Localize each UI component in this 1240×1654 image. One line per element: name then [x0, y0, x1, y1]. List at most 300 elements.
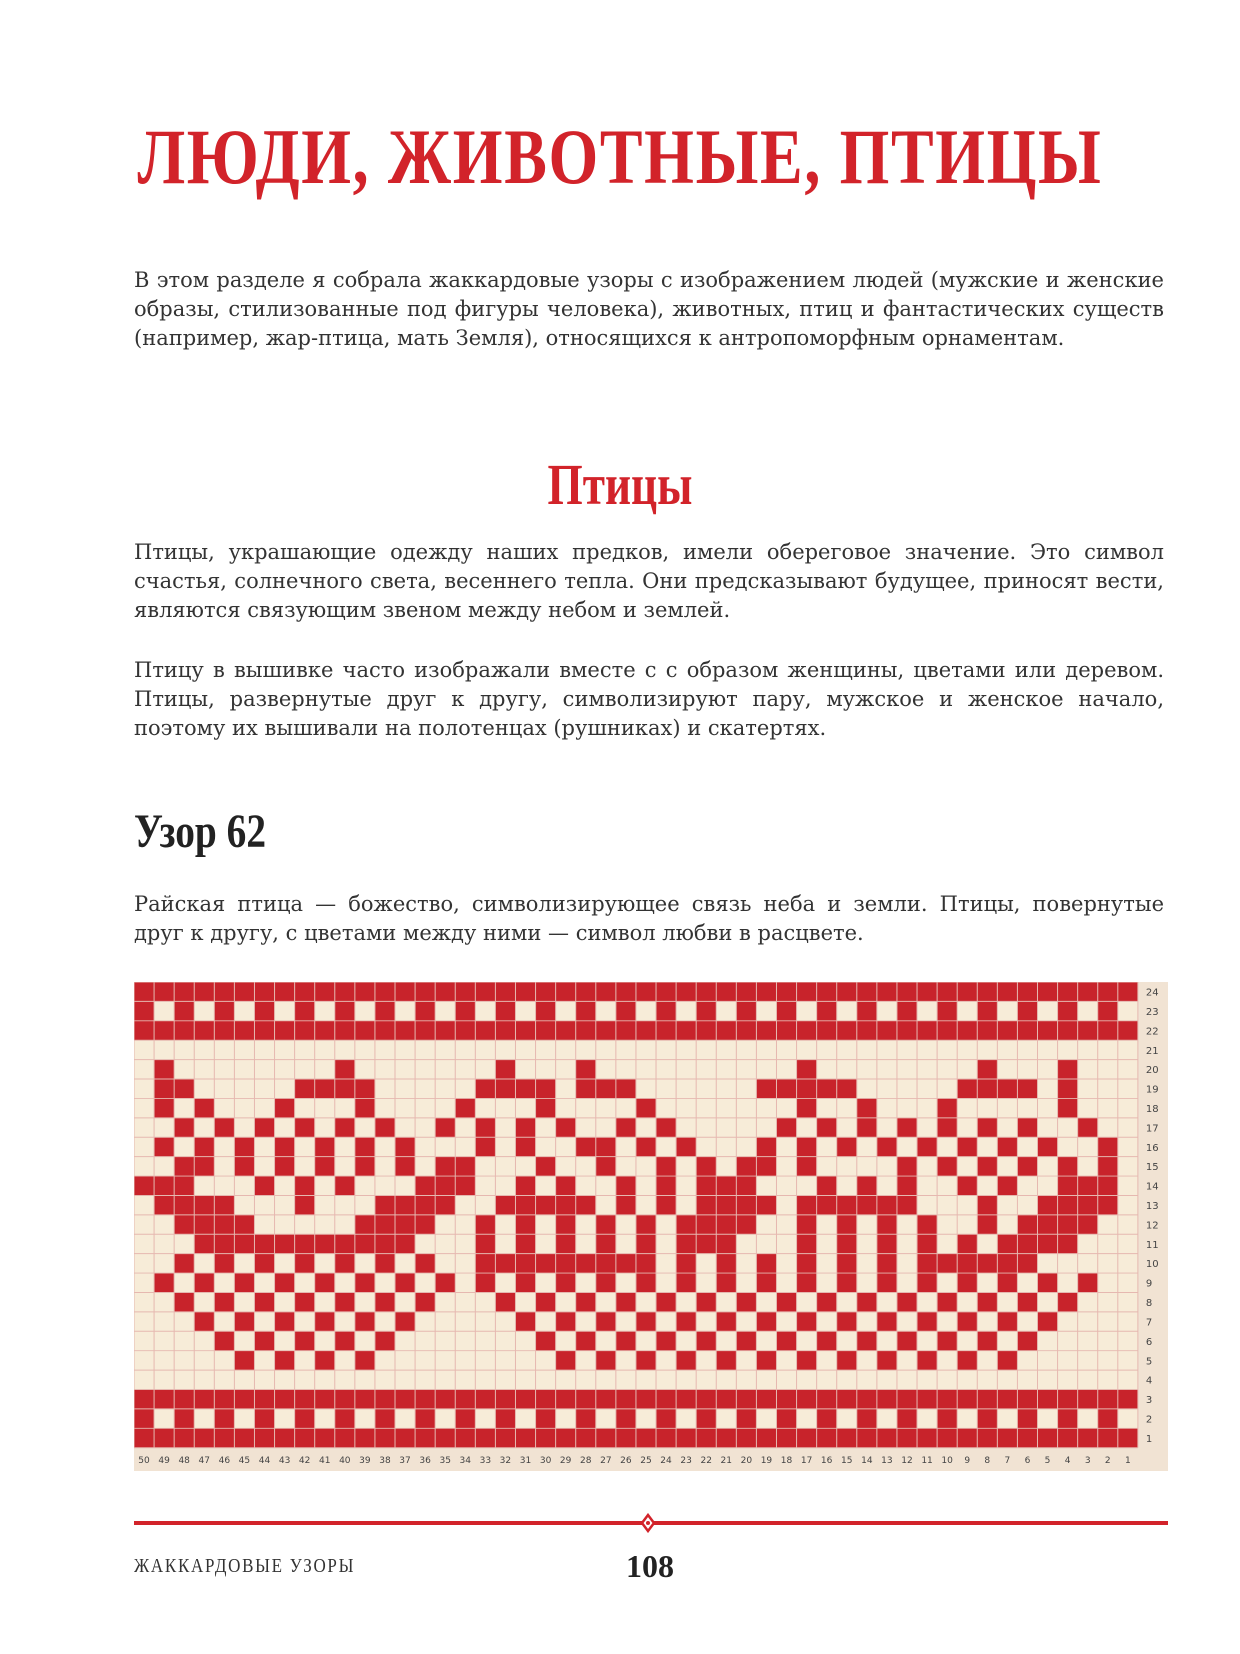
filled-stitch: [154, 1176, 174, 1195]
filled-stitch: [817, 1428, 837, 1447]
filled-stitch: [515, 1234, 535, 1253]
filled-stitch: [837, 1312, 857, 1331]
filled-stitch: [636, 1234, 656, 1253]
filled-stitch: [295, 1234, 315, 1253]
filled-stitch: [977, 1292, 997, 1311]
filled-stitch: [756, 1273, 776, 1292]
filled-stitch: [214, 1409, 234, 1428]
filled-stitch: [194, 1312, 214, 1331]
filled-stitch: [756, 1390, 776, 1409]
filled-stitch: [415, 1021, 435, 1040]
filled-stitch: [897, 1195, 917, 1214]
row-label: 12: [1145, 1220, 1159, 1232]
filled-stitch: [1058, 1428, 1078, 1447]
filled-stitch: [495, 1060, 515, 1079]
filled-stitch: [174, 1254, 194, 1273]
filled-stitch: [295, 1079, 315, 1098]
filled-stitch: [797, 1079, 817, 1098]
section-paragraph-2: Птицу в вышивке часто изображали вместе с с образом женщины, цветами или деревом. Птицы, развернутые друг к другу, символизируют пару, мужское и женское начало, поэтому их вышивали на полотенцах (рушниках) и скатертях.: [134, 658, 1164, 740]
filled-stitch: [736, 1195, 756, 1214]
filled-stitch: [596, 1273, 616, 1292]
column-label: 17: [800, 1456, 813, 1467]
filled-stitch: [515, 1273, 535, 1292]
filled-stitch: [917, 1428, 937, 1447]
filled-stitch: [154, 1079, 174, 1098]
filled-stitch: [857, 1428, 877, 1447]
filled-stitch: [877, 1021, 897, 1040]
filled-stitch: [174, 1428, 194, 1447]
filled-stitch: [214, 1215, 234, 1234]
filled-stitch: [295, 1118, 315, 1137]
filled-stitch: [877, 1137, 897, 1156]
filled-stitch: [415, 1176, 435, 1195]
filled-stitch: [997, 1254, 1017, 1273]
filled-stitch: [1058, 1176, 1078, 1195]
filled-stitch: [656, 1001, 676, 1020]
filled-stitch: [997, 1079, 1017, 1098]
filled-stitch: [636, 1021, 656, 1040]
filled-stitch: [1118, 1021, 1138, 1040]
filled-stitch: [696, 1409, 716, 1428]
column-label: 42: [298, 1456, 311, 1467]
filled-stitch: [756, 1079, 776, 1098]
filled-stitch: [736, 1001, 756, 1020]
filled-stitch: [937, 1331, 957, 1350]
filled-stitch: [937, 1118, 957, 1137]
filled-stitch: [1118, 982, 1138, 1001]
filled-stitch: [375, 1292, 395, 1311]
filled-stitch: [335, 1331, 355, 1350]
filled-stitch: [1017, 1079, 1037, 1098]
filled-stitch: [556, 1312, 576, 1331]
filled-stitch: [355, 1098, 375, 1117]
filled-stitch: [656, 1176, 676, 1195]
filled-stitch: [1037, 1195, 1057, 1214]
filled-stitch: [455, 1409, 475, 1428]
filled-stitch: [174, 1292, 194, 1311]
filled-stitch: [897, 1409, 917, 1428]
filled-stitch: [897, 1157, 917, 1176]
filled-stitch: [776, 1001, 796, 1020]
filled-stitch: [536, 1254, 556, 1273]
filled-stitch: [636, 1098, 656, 1117]
filled-stitch: [335, 1234, 355, 1253]
intro-paragraph: В этом разделе я собрала жаккардовые узоры с изображением людей (мужские и женские образы, стилизованные под фигуры человека), животных, птиц и фантастических существ (например, жар-птица, мать Земля), относящихся к антропоморфным орнаментам.: [134, 268, 1164, 350]
filled-stitch: [1037, 1273, 1057, 1292]
filled-stitch: [134, 1390, 154, 1409]
filled-stitch: [315, 1390, 335, 1409]
filled-stitch: [1098, 1195, 1118, 1214]
filled-stitch: [636, 1273, 656, 1292]
filled-stitch: [736, 1176, 756, 1195]
row-label: 8: [1145, 1298, 1153, 1310]
row-label: 18: [1145, 1104, 1159, 1115]
filled-stitch: [435, 1273, 455, 1292]
filled-stitch: [676, 1428, 696, 1447]
filled-stitch: [134, 982, 154, 1001]
filled-stitch: [1078, 1195, 1098, 1214]
column-label: 50: [138, 1456, 150, 1467]
filled-stitch: [1098, 1409, 1118, 1428]
row-label: 6: [1145, 1337, 1153, 1348]
filled-stitch: [254, 1021, 274, 1040]
filled-stitch: [515, 1021, 535, 1040]
column-label: 33: [479, 1456, 492, 1467]
filled-stitch: [576, 1292, 596, 1311]
filled-stitch: [556, 982, 576, 1001]
section-title: Птицы: [547, 452, 693, 517]
page-title: ЛЮДИ, ЖИВОТНЫЕ, ПТИЦЫ: [137, 113, 1103, 200]
filled-stitch: [395, 1137, 415, 1156]
filled-stitch: [837, 1390, 857, 1409]
filled-stitch: [335, 1118, 355, 1137]
filled-stitch: [696, 1021, 716, 1040]
filled-stitch: [656, 1331, 676, 1350]
filled-stitch: [576, 1428, 596, 1447]
filled-stitch: [355, 1021, 375, 1040]
filled-stitch: [857, 1098, 877, 1117]
filled-stitch: [375, 982, 395, 1001]
row-label: 10: [1145, 1259, 1159, 1271]
filled-stitch: [857, 1118, 877, 1137]
filled-stitch: [797, 1390, 817, 1409]
filled-stitch: [817, 1409, 837, 1428]
filled-stitch: [676, 1312, 696, 1331]
filled-stitch: [957, 982, 977, 1001]
filled-stitch: [837, 1428, 857, 1447]
filled-stitch: [536, 1098, 556, 1117]
filled-stitch: [937, 1021, 957, 1040]
filled-stitch: [234, 1390, 254, 1409]
filled-stitch: [536, 1157, 556, 1176]
filled-stitch: [817, 1195, 837, 1214]
filled-stitch: [154, 1428, 174, 1447]
filled-stitch: [596, 1137, 616, 1156]
filled-stitch: [355, 1137, 375, 1156]
filled-stitch: [736, 1021, 756, 1040]
filled-stitch: [576, 1021, 596, 1040]
filled-stitch: [315, 1021, 335, 1040]
filled-stitch: [797, 1351, 817, 1370]
filled-stitch: [596, 1312, 616, 1331]
filled-stitch: [375, 1234, 395, 1253]
filled-stitch: [174, 1118, 194, 1137]
filled-stitch: [756, 1312, 776, 1331]
filled-stitch: [636, 1351, 656, 1370]
column-label: 49: [158, 1456, 170, 1467]
filled-stitch: [395, 1021, 415, 1040]
filled-stitch: [857, 1001, 877, 1020]
filled-stitch: [616, 1079, 636, 1098]
filled-stitch: [1098, 982, 1118, 1001]
filled-stitch: [736, 1390, 756, 1409]
filled-stitch: [475, 1215, 495, 1234]
filled-stitch: [495, 1409, 515, 1428]
filled-stitch: [797, 1428, 817, 1447]
filled-stitch: [736, 1428, 756, 1447]
filled-stitch: [696, 1215, 716, 1234]
filled-stitch: [917, 1021, 937, 1040]
filled-stitch: [254, 982, 274, 1001]
filled-stitch: [475, 1428, 495, 1447]
filled-stitch: [797, 1157, 817, 1176]
filled-stitch: [214, 1195, 234, 1214]
pattern-description: Райская птица — божество, символизирующее связь неба и земли. Птицы, повернутые друг к другу, с цветами между ними — символ любви в расцвете.: [134, 892, 1164, 945]
filled-stitch: [616, 1254, 636, 1273]
filled-stitch: [797, 1098, 817, 1117]
section-paragraph-1: Птицы, украшающие одежду наших предков, имели обереговое значение. Это символ счастья, солнечного света, весеннего тепла. Они предсказывают будущее, приносят вести, являются связующим звеном между небом и землей.: [134, 540, 1164, 622]
filled-stitch: [435, 1390, 455, 1409]
filled-stitch: [756, 1021, 776, 1040]
filled-stitch: [295, 1409, 315, 1428]
filled-stitch: [515, 1215, 535, 1234]
filled-stitch: [435, 1157, 455, 1176]
filled-stitch: [997, 1137, 1017, 1156]
filled-stitch: [596, 982, 616, 1001]
filled-stitch: [154, 1060, 174, 1079]
filled-stitch: [415, 1390, 435, 1409]
column-label: 14: [861, 1456, 873, 1467]
column-label: 26: [620, 1456, 632, 1467]
column-label: 41: [318, 1456, 331, 1467]
filled-stitch: [1017, 1331, 1037, 1350]
filled-stitch: [275, 1390, 295, 1409]
filled-stitch: [716, 1176, 736, 1195]
filled-stitch: [877, 1234, 897, 1253]
filled-stitch: [254, 1390, 274, 1409]
filled-stitch: [977, 982, 997, 1001]
filled-stitch: [616, 1195, 636, 1214]
filled-stitch: [957, 1234, 977, 1253]
filled-stitch: [1058, 1292, 1078, 1311]
filled-stitch: [495, 1390, 515, 1409]
row-label: 22: [1145, 1026, 1159, 1038]
filled-stitch: [495, 1292, 515, 1311]
filled-stitch: [556, 1273, 576, 1292]
filled-stitch: [254, 1001, 274, 1020]
row-label: 5: [1145, 1356, 1153, 1368]
filled-stitch: [1098, 1157, 1118, 1176]
filled-stitch: [1098, 1001, 1118, 1020]
filled-stitch: [797, 1273, 817, 1292]
filled-stitch: [656, 1428, 676, 1447]
filled-stitch: [315, 1234, 335, 1253]
filled-stitch: [797, 1060, 817, 1079]
filled-stitch: [515, 1137, 535, 1156]
filled-stitch: [194, 1021, 214, 1040]
filled-stitch: [134, 1409, 154, 1428]
filled-stitch: [576, 1001, 596, 1020]
filled-stitch: [275, 1137, 295, 1156]
filled-stitch: [1037, 1215, 1057, 1234]
filled-stitch: [375, 1215, 395, 1234]
filled-stitch: [917, 1215, 937, 1234]
column-label: 28: [580, 1456, 592, 1467]
filled-stitch: [576, 1409, 596, 1428]
filled-stitch: [1058, 1001, 1078, 1020]
filled-stitch: [576, 1390, 596, 1409]
pattern-title: Узор 62: [134, 805, 267, 858]
filled-stitch: [977, 1215, 997, 1234]
filled-stitch: [977, 1021, 997, 1040]
row-label: 4: [1145, 1375, 1153, 1387]
filled-stitch: [977, 1079, 997, 1098]
filled-stitch: [375, 1195, 395, 1214]
filled-stitch: [917, 1351, 937, 1370]
filled-stitch: [556, 1234, 576, 1253]
filled-stitch: [1118, 1390, 1138, 1409]
filled-stitch: [616, 1428, 636, 1447]
filled-stitch: [1017, 1428, 1037, 1447]
filled-stitch: [395, 1195, 415, 1214]
filled-stitch: [957, 1273, 977, 1292]
filled-stitch: [214, 1390, 234, 1409]
filled-stitch: [1017, 1157, 1037, 1176]
row-label: 23: [1145, 1007, 1159, 1018]
filled-stitch: [234, 1234, 254, 1253]
filled-stitch: [455, 1098, 475, 1117]
filled-stitch: [776, 1428, 796, 1447]
filled-stitch: [1098, 1021, 1118, 1040]
row-label: 2: [1145, 1414, 1153, 1426]
filled-stitch: [495, 1195, 515, 1214]
column-label: 46: [218, 1456, 231, 1467]
column-label: 18: [780, 1456, 793, 1467]
filled-stitch: [395, 982, 415, 1001]
filled-stitch: [837, 1215, 857, 1234]
filled-stitch: [275, 1157, 295, 1176]
filled-stitch: [656, 1021, 676, 1040]
filled-stitch: [435, 1021, 455, 1040]
filled-stitch: [475, 1254, 495, 1273]
filled-stitch: [415, 1195, 435, 1214]
filled-stitch: [194, 1157, 214, 1176]
filled-stitch: [917, 982, 937, 1001]
column-label: 32: [499, 1456, 512, 1467]
filled-stitch: [997, 1351, 1017, 1370]
filled-stitch: [817, 1021, 837, 1040]
row-label: 24: [1145, 987, 1159, 999]
filled-stitch: [696, 1001, 716, 1020]
filled-stitch: [495, 1428, 515, 1447]
filled-stitch: [1017, 1254, 1037, 1273]
filled-stitch: [556, 1021, 576, 1040]
filled-stitch: [576, 1331, 596, 1350]
filled-stitch: [315, 1273, 335, 1292]
filled-stitch: [154, 1137, 174, 1156]
filled-stitch: [596, 1428, 616, 1447]
filled-stitch: [355, 1273, 375, 1292]
filled-stitch: [877, 1351, 897, 1370]
filled-stitch: [455, 1001, 475, 1020]
filled-stitch: [275, 1312, 295, 1331]
row-label: 3: [1145, 1395, 1153, 1407]
filled-stitch: [676, 1021, 696, 1040]
filled-stitch: [154, 1021, 174, 1040]
filled-stitch: [596, 1079, 616, 1098]
filled-stitch: [776, 1118, 796, 1137]
column-label: 43: [278, 1456, 291, 1467]
filled-stitch: [556, 1195, 576, 1214]
filled-stitch: [375, 1331, 395, 1350]
filled-stitch: [756, 1428, 776, 1447]
filled-stitch: [295, 1292, 315, 1311]
filled-stitch: [495, 1079, 515, 1098]
filled-stitch: [355, 1157, 375, 1176]
filled-stitch: [977, 1060, 997, 1079]
filled-stitch: [616, 1409, 636, 1428]
filled-stitch: [194, 1234, 214, 1253]
column-label: 20: [740, 1456, 753, 1467]
filled-stitch: [515, 1118, 535, 1137]
page-number: 108: [626, 1548, 674, 1584]
filled-stitch: [937, 982, 957, 1001]
filled-stitch: [355, 1312, 375, 1331]
filled-stitch: [716, 1234, 736, 1253]
filled-stitch: [194, 1098, 214, 1117]
filled-stitch: [676, 1351, 696, 1370]
filled-stitch: [837, 1195, 857, 1214]
filled-stitch: [375, 1428, 395, 1447]
filled-stitch: [174, 982, 194, 1001]
filled-stitch: [275, 1098, 295, 1117]
filled-stitch: [837, 1273, 857, 1292]
filled-stitch: [154, 1098, 174, 1117]
filled-stitch: [696, 1292, 716, 1311]
column-label: 48: [178, 1456, 190, 1467]
row-label: 9: [1145, 1278, 1153, 1290]
filled-stitch: [295, 1195, 315, 1214]
column-label: 7: [1004, 1456, 1011, 1467]
filled-stitch: [636, 1390, 656, 1409]
filled-stitch: [375, 1021, 395, 1040]
filled-stitch: [254, 1428, 274, 1447]
filled-stitch: [1058, 1409, 1078, 1428]
filled-stitch: [475, 1021, 495, 1040]
filled-stitch: [435, 982, 455, 1001]
filled-stitch: [536, 1079, 556, 1098]
filled-stitch: [1058, 1390, 1078, 1409]
filled-stitch: [776, 1292, 796, 1311]
filled-stitch: [234, 1157, 254, 1176]
filled-stitch: [355, 1215, 375, 1234]
filled-stitch: [134, 1001, 154, 1020]
filled-stitch: [576, 1060, 596, 1079]
filled-stitch: [937, 1292, 957, 1311]
filled-stitch: [817, 1390, 837, 1409]
footer-ornament-icon: [638, 1513, 658, 1533]
filled-stitch: [897, 1118, 917, 1137]
filled-stitch: [696, 1234, 716, 1253]
filled-stitch: [977, 1409, 997, 1428]
filled-stitch: [355, 1390, 375, 1409]
filled-stitch: [696, 1195, 716, 1214]
filled-stitch: [636, 1312, 656, 1331]
filled-stitch: [455, 1157, 475, 1176]
filled-stitch: [1098, 1428, 1118, 1447]
filled-stitch: [435, 1176, 455, 1195]
filled-stitch: [776, 1079, 796, 1098]
filled-stitch: [656, 982, 676, 1001]
filled-stitch: [917, 1273, 937, 1292]
filled-stitch: [857, 1409, 877, 1428]
filled-stitch: [877, 1273, 897, 1292]
filled-stitch: [335, 1409, 355, 1428]
filled-stitch: [897, 1021, 917, 1040]
row-label: 17: [1145, 1123, 1159, 1135]
filled-stitch: [1058, 1021, 1078, 1040]
filled-stitch: [214, 982, 234, 1001]
